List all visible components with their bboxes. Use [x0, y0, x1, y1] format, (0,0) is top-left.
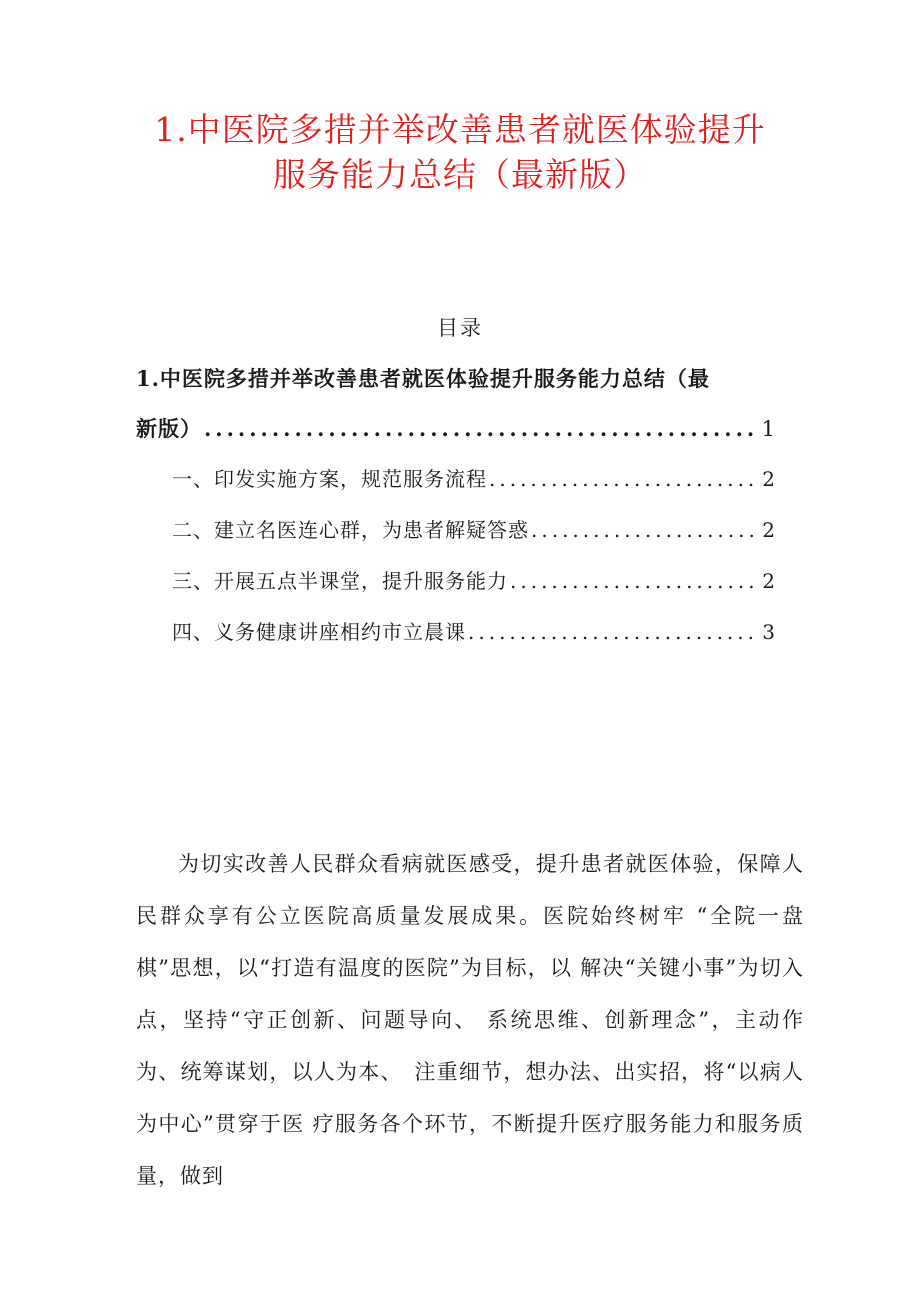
toc-entry-text: 二、建立名医连心群，为患者解疑答惑 [172, 518, 529, 542]
toc-page-number: 2 [762, 518, 776, 542]
toc-entry[interactable] [172, 514, 776, 543]
toc-leader-dots [489, 467, 760, 491]
toc-page-number: 3 [762, 620, 776, 644]
toc-page-number: 2 [762, 569, 776, 593]
toc-entry-text: 一、印发实施方案，规范服务流程 [172, 467, 487, 491]
document-title-line-2: 服务能力总结（最新版） [273, 155, 647, 194]
toc-leader-dots [204, 416, 760, 441]
toc-entry[interactable] [172, 463, 776, 492]
body-paragraph: 为切实改善人民群众看病就医感受，提升患者就医体验，保障人民群众享有公立医院高质量发展成果。医院始终树牢 “全院一盘棋”思想，以“打造有温度的医院”为目标，以 解决“关键小事”为切入点，坚持“守正创新、问题导向、 系统思维、创新理念”，主动作为、统筹谋划，以人为本、 注重细节，想办法、出实招，将“以病人为中心”贯穿于医 疗服务各个环节，不断提升医疗服务能力和服务质量，做到 [136, 852, 804, 1188]
toc-entry-text: 三、开展五点半课堂，提升服务能力 [172, 569, 508, 593]
toc-main-entry-line-2[interactable] [136, 413, 776, 443]
toc-main-entry-line-1[interactable]: 1.中医院多措并举改善患者就医体验提升服务能力总结（最 [136, 366, 710, 391]
body-text [136, 838, 804, 1202]
toc-heading: 目录 [437, 316, 483, 340]
toc-entry-text: 四、义务健康讲座相约市立晨课 [172, 620, 466, 644]
document-title-line-1: 1.中医院多措并举改善患者就医体验提升 [154, 110, 766, 149]
toc-page-number: 2 [762, 467, 776, 491]
toc-leader-dots [531, 518, 760, 542]
toc-leader-dots [468, 620, 760, 644]
toc-main-entry-text: 新版） [136, 416, 202, 441]
toc-leader-dots [510, 569, 760, 593]
toc-entry[interactable] [172, 616, 776, 645]
toc-entry[interactable] [172, 565, 776, 594]
toc-page-number: 1 [761, 417, 776, 441]
